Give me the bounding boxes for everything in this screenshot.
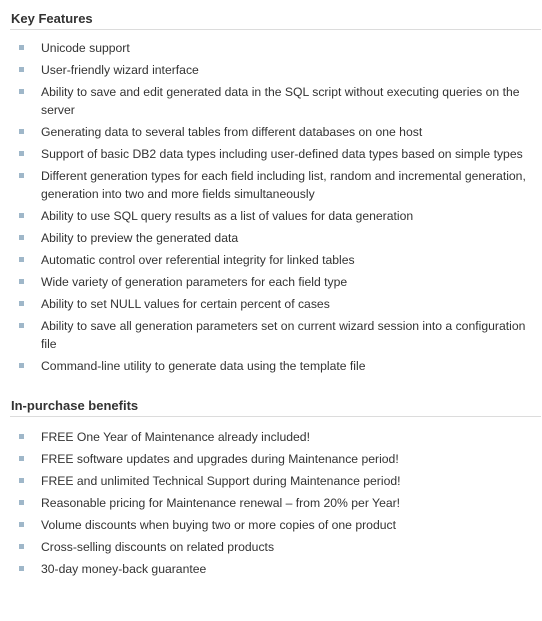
list-item <box>0 229 542 247</box>
list-item-text: FREE One Year of Maintenance already included! <box>41 430 310 444</box>
list-item <box>0 428 542 446</box>
page <box>0 10 542 621</box>
list-item <box>0 538 542 556</box>
bullet-icon <box>19 129 24 134</box>
list-item <box>0 317 542 353</box>
bullet-icon <box>19 45 24 50</box>
list-item-text: Unicode support <box>41 41 130 55</box>
list-item <box>0 145 542 163</box>
list-item-text: FREE and unlimited Technical Support during Maintenance period! <box>41 474 401 488</box>
list-item <box>0 516 542 534</box>
list-item <box>0 494 542 512</box>
list-item-text: Cross-selling discounts on related products <box>41 540 275 554</box>
list-item-text: Different generation types for each field including list, random and incremental generation, generation into two and more fields simultaneously <box>41 169 526 201</box>
key-features-section <box>0 10 542 375</box>
list-item <box>0 450 542 468</box>
list-item-text: Volume discounts when buying two or more copies of one product <box>41 518 396 532</box>
bullet-icon <box>19 89 24 94</box>
list-item <box>0 167 542 203</box>
list-item <box>0 295 542 313</box>
in-purchase-benefits-section <box>0 397 542 578</box>
list-item-text: Ability to save and edit generated data in the SQL script without executing queries on the server <box>41 85 520 117</box>
list-item <box>0 123 542 141</box>
list-item <box>0 357 542 375</box>
bullet-icon <box>19 323 24 328</box>
list-item <box>0 39 542 57</box>
list-item-text: User-friendly wizard interface <box>41 63 199 77</box>
list-item <box>0 61 542 79</box>
bullet-icon <box>19 522 24 527</box>
bullet-icon <box>19 173 24 178</box>
list-item <box>0 251 542 269</box>
bullet-icon <box>19 363 24 368</box>
bullet-icon <box>19 151 24 156</box>
bullet-icon <box>19 566 24 571</box>
list-item-text: 30-day money-back guarantee <box>41 562 207 576</box>
list-item-text: Reasonable pricing for Maintenance renewal – from 20% per Year! <box>41 496 401 510</box>
list-item-text: Ability to save all generation parameters set on current wizard session into a configuration file <box>41 319 526 351</box>
feature-list <box>0 39 542 375</box>
section-heading: Key Features <box>10 10 541 30</box>
list-item <box>0 83 542 119</box>
bullet-icon <box>19 434 24 439</box>
bullet-icon <box>19 279 24 284</box>
bullet-icon <box>19 500 24 505</box>
bullet-icon <box>19 213 24 218</box>
bullet-icon <box>19 478 24 483</box>
list-item-text: Ability to use SQL query results as a list of values for data generation <box>41 209 414 223</box>
bullet-icon <box>19 544 24 549</box>
bullet-icon <box>19 235 24 240</box>
list-item-text: Automatic control over referential integrity for linked tables <box>41 253 355 267</box>
bullet-icon <box>19 456 24 461</box>
section-heading: In-purchase benefits <box>10 397 541 417</box>
list-item-text: Ability to preview the generated data <box>41 231 239 245</box>
list-item-text: Command-line utility to generate data using the template file <box>41 359 366 373</box>
list-item <box>0 273 542 291</box>
bullet-icon <box>19 257 24 262</box>
bullet-icon <box>19 67 24 72</box>
list-item <box>0 560 542 578</box>
list-item <box>0 472 542 490</box>
list-item-text: Wide variety of generation parameters for each field type <box>41 275 348 289</box>
list-item-text: Generating data to several tables from different databases on one host <box>41 125 423 139</box>
list-item <box>0 207 542 225</box>
list-item-text: Support of basic DB2 data types including user-defined data types based on simple types <box>41 147 523 161</box>
list-item-text: Ability to set NULL values for certain percent of cases <box>41 297 330 311</box>
bullet-icon <box>19 301 24 306</box>
benefit-list <box>0 428 542 578</box>
list-item-text: FREE software updates and upgrades during Maintenance period! <box>41 452 399 466</box>
